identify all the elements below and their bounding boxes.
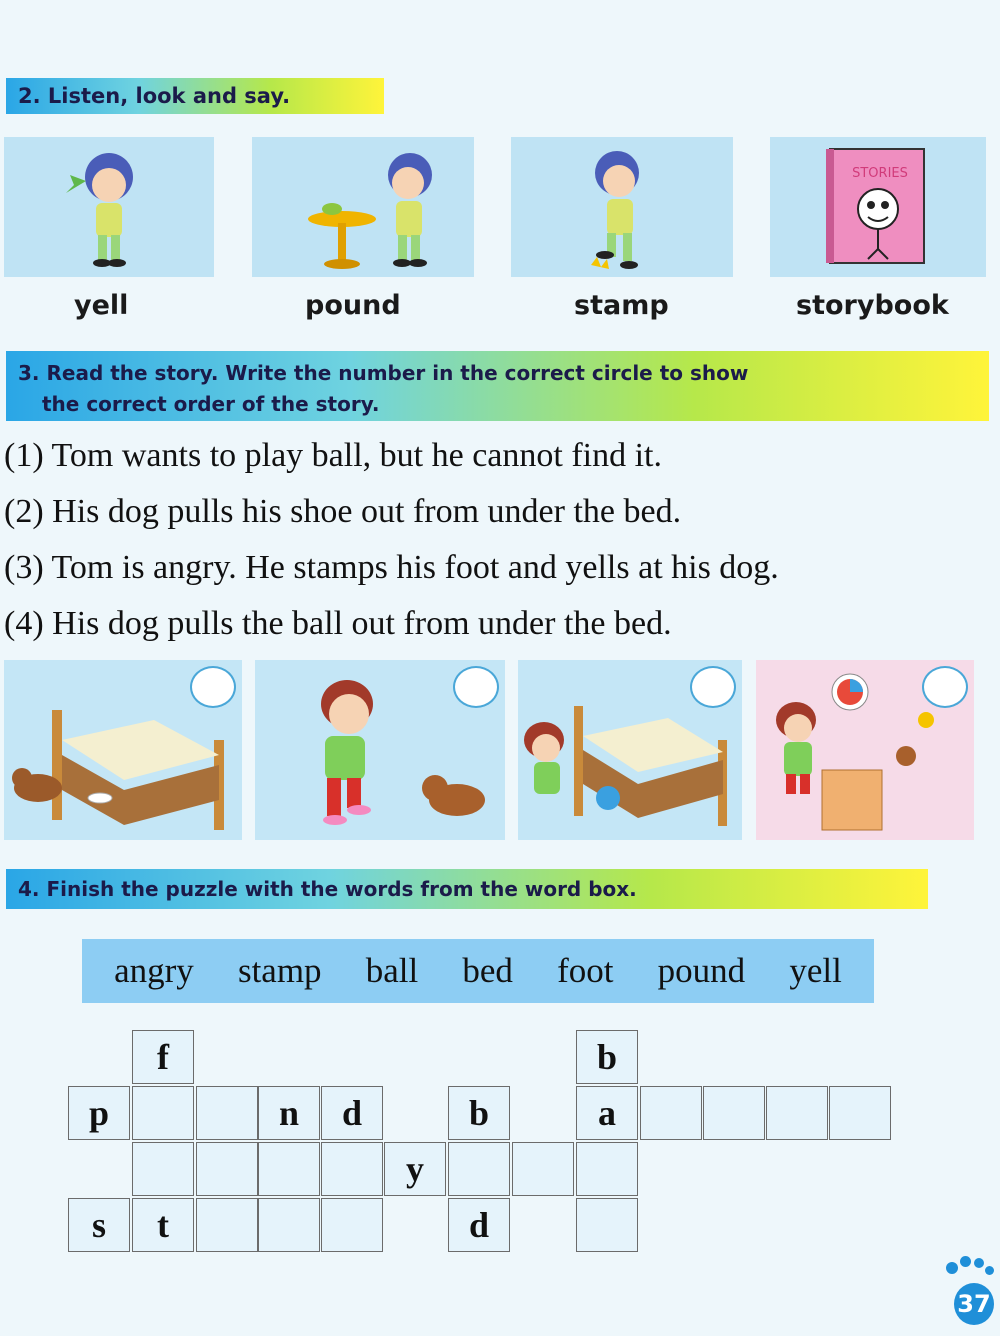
word-stamp: stamp: [574, 290, 669, 321]
puzzle-cell: f: [132, 1030, 194, 1084]
puzzle-cell-empty[interactable]: [321, 1142, 383, 1196]
puzzle-cell-empty[interactable]: [196, 1142, 258, 1196]
picture-yell: [4, 137, 214, 277]
word-box-foot: foot: [557, 951, 614, 990]
section-4-heading: 4. Finish the puzzle with the words from the word box.: [6, 869, 928, 909]
puzzle-cell-empty[interactable]: [196, 1198, 258, 1252]
word-storybook: storybook: [796, 290, 949, 321]
boy-yelling-illustration: [4, 137, 214, 277]
story-sentence-4: (4) His dog pulls the ball out from under the bed.: [4, 605, 672, 642]
puzzle-cell: a: [576, 1086, 638, 1140]
footprint-toe-icon: [985, 1266, 994, 1275]
footprint-toe-icon: [946, 1262, 958, 1274]
word-yell: yell: [74, 290, 129, 321]
puzzle-cell-empty[interactable]: [703, 1086, 765, 1140]
scene-dog-ball-bed: [518, 660, 742, 840]
puzzle-cell: s: [68, 1198, 130, 1252]
puzzle-cell-empty[interactable]: [321, 1198, 383, 1252]
puzzle-cell-empty[interactable]: [196, 1086, 258, 1140]
order-circle-2[interactable]: [453, 666, 499, 708]
scene-dog-shoe-bed: [4, 660, 242, 840]
puzzle-cell: b: [576, 1030, 638, 1084]
puzzle-cell-empty[interactable]: [132, 1086, 194, 1140]
section-3-heading-line2: the correct order of the story.: [42, 392, 380, 416]
puzzle-cell-empty[interactable]: [512, 1142, 574, 1196]
puzzle-cell: n: [258, 1086, 320, 1140]
puzzle-cell-empty[interactable]: [132, 1142, 194, 1196]
order-circle-4[interactable]: [922, 666, 968, 708]
puzzle-cell: d: [321, 1086, 383, 1140]
word-box-yell: yell: [789, 951, 842, 990]
puzzle-cell-empty[interactable]: [640, 1086, 702, 1140]
book-cover-text: STORIES: [852, 166, 908, 181]
puzzle-cell-empty[interactable]: [576, 1198, 638, 1252]
page-number: 37: [954, 1283, 994, 1325]
footprint-toe-icon: [960, 1256, 971, 1267]
word-box-angry: angry: [114, 951, 194, 990]
boy-stamping-illustration: [511, 137, 733, 277]
picture-stamp: [511, 137, 733, 277]
boy-pounding-table-illustration: [252, 137, 474, 277]
story-sentence-1: (1) Tom wants to play ball, but he cannot find it.: [4, 437, 662, 474]
word-box-pound: pound: [657, 951, 746, 990]
word-box: [82, 939, 874, 1003]
section-3-heading: [6, 351, 989, 421]
scene-tom-angry: [255, 660, 505, 840]
word-pound: pound: [305, 290, 401, 321]
picture-pound: [252, 137, 474, 277]
story-sentence-2: (2) His dog pulls his shoe out from under the bed.: [4, 493, 682, 530]
puzzle-cell-empty[interactable]: [258, 1142, 320, 1196]
puzzle-cell: t: [132, 1198, 194, 1252]
order-circle-1[interactable]: [190, 666, 236, 708]
puzzle-cell-empty[interactable]: [448, 1142, 510, 1196]
section-3-heading-line1: 3. Read the story. Write the number in the correct circle to show: [18, 361, 749, 385]
word-box-bed: bed: [462, 951, 513, 990]
word-box-stamp: stamp: [237, 951, 322, 990]
puzzle-cell-empty[interactable]: [829, 1086, 891, 1140]
picture-storybook: [770, 137, 986, 277]
word-box-ball: ball: [365, 951, 419, 990]
puzzle-cell: b: [448, 1086, 510, 1140]
puzzle-cell: y: [384, 1142, 446, 1196]
puzzle-cell: d: [448, 1198, 510, 1252]
puzzle-cell-empty[interactable]: [766, 1086, 828, 1140]
order-circle-3[interactable]: [690, 666, 736, 708]
scene-tom-toys: [756, 660, 974, 840]
puzzle-cell-empty[interactable]: [258, 1198, 320, 1252]
puzzle-cell-empty[interactable]: [576, 1142, 638, 1196]
story-sentence-3: (3) Tom is angry. He stamps his foot and yells at his dog.: [4, 549, 779, 586]
footprint-toe-icon: [974, 1258, 984, 1268]
section-2-heading: 2. Listen, look and say.: [6, 78, 384, 114]
storybook-illustration: [770, 137, 986, 277]
puzzle-cell: p: [68, 1086, 130, 1140]
